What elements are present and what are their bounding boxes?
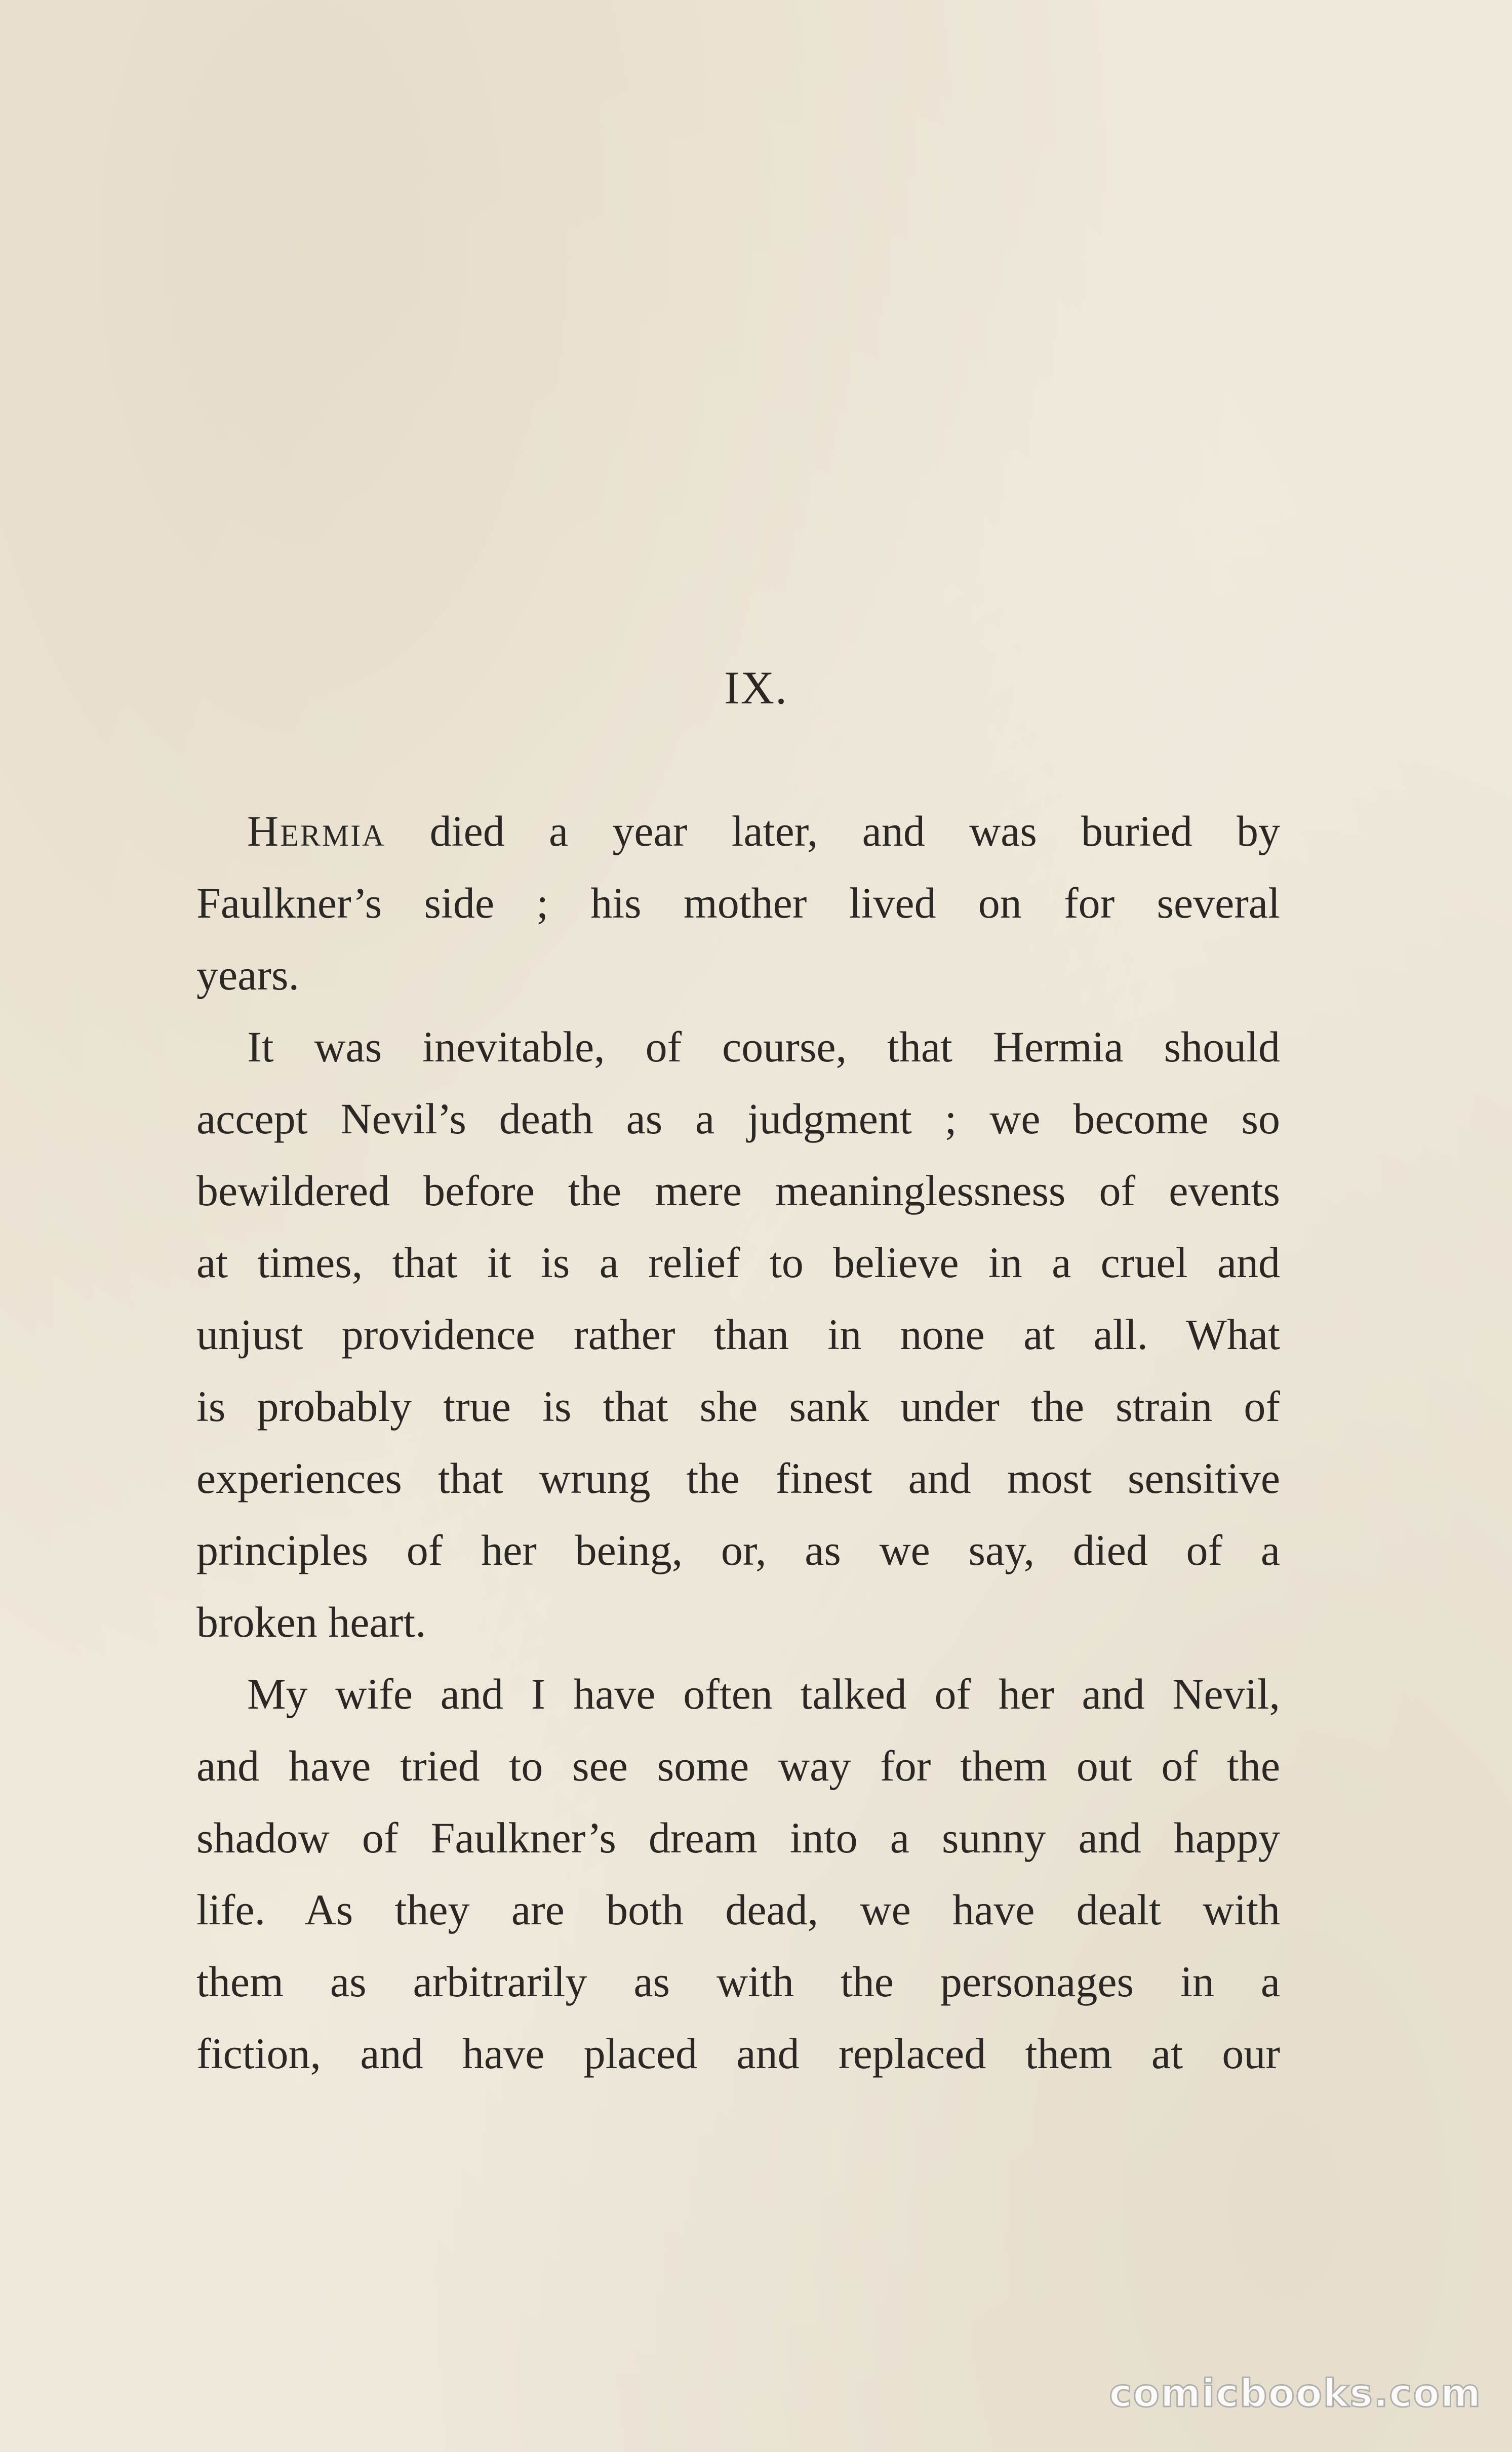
text-line: experiences that wrung the finest and most sensitive — [196, 1454, 1280, 1502]
body-text — [196, 795, 1280, 2089]
text-line: them as arbitrarily as with the personages in a — [196, 1957, 1280, 2006]
chapter-heading: IX. — [724, 662, 788, 714]
watermark: comicbooks.com — [1109, 2370, 1482, 2416]
text-line: broken heart. — [196, 1598, 426, 1646]
text-line: is probably true is that she sank under the strain of — [196, 1382, 1280, 1431]
text-line: and have tried to see some way for them out of the — [196, 1742, 1280, 1790]
text-line — [196, 795, 1280, 867]
text-line: My wife and I have often talked of her and Nevil, — [247, 1670, 1280, 1718]
text-line: shadow of Faulkner’s dream into a sunny and happy — [196, 1813, 1280, 1862]
text-line: years. — [196, 951, 299, 999]
text-line: principles of her being, or, as we say, died of a — [196, 1526, 1280, 1574]
text-line: accept Nevil’s death as a judgment ; we become so — [196, 1094, 1280, 1143]
text-line: at times, that it is a relief to believe in a cruel and — [196, 1238, 1280, 1287]
line-text: died a year later, and was buried by — [385, 807, 1280, 855]
paragraph-lead-word: Hermia — [247, 807, 386, 855]
text-line: unjust providence rather than in none at all. What — [196, 1310, 1280, 1359]
text-line: bewildered before the mere meaninglessness of events — [196, 1166, 1280, 1215]
text-line: It was inevitable, of course, that Hermia should — [247, 1022, 1280, 1071]
text-line: life. As they are both dead, we have dealt with — [196, 1885, 1280, 1934]
text-line: Faulkner’s side ; his mother lived on for several — [196, 879, 1280, 927]
text-line: fiction, and have placed and replaced them at our — [196, 2029, 1280, 2078]
